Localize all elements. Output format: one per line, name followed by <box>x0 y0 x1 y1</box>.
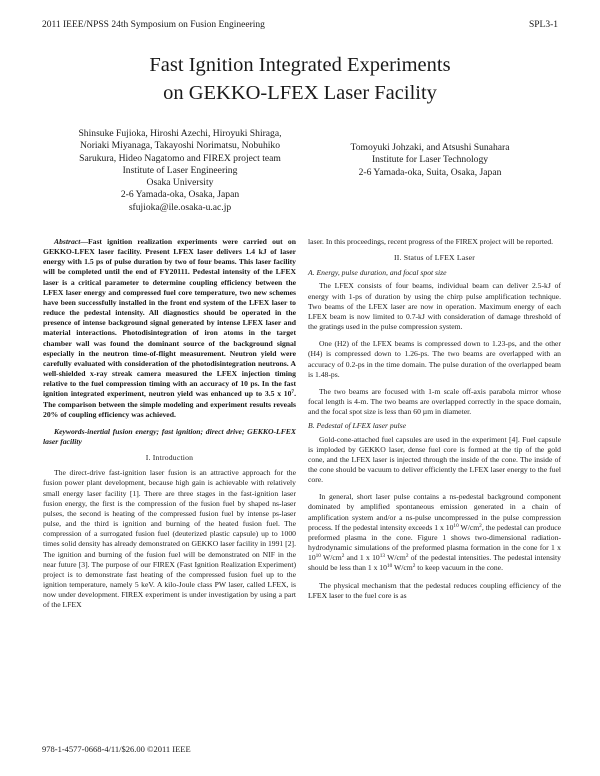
section-heading-introduction: I. Introduction <box>145 453 194 463</box>
address: 2-6 Yamada-oka, Suita, Osaka, Japan <box>358 166 502 178</box>
author-block-left <box>65 128 295 214</box>
authors-line: Sarukura, Hideo Nagatomo and FIREX project team <box>79 152 281 164</box>
email: sfujioka@ile.osaka-u.ac.jp <box>128 201 232 213</box>
university: Osaka University <box>146 177 214 189</box>
intro-continuation: laser. In this proceedings, recent progress of the FIREX project will be reported. <box>308 237 554 246</box>
paragraph: The LFEX consists of four beams, individual beam can deliver 2.5-kJ of energy with 1-ps of duration by using the chirp pulse amplification technique. Two beams of the LFEX laser are now in operation. Maximum energy of each LFEX beam is now limited to 0.7-kJ with consideration of damage threshold of the gratings used in the pulse compression system. <box>308 281 561 332</box>
section-heading-status: II. Status of LFEX Laser <box>393 253 476 263</box>
subsection-heading-b: B. Pedestal of LFEX laser pulse <box>308 421 407 431</box>
institution: Institute for Laser Technology <box>371 154 489 166</box>
paper-title <box>0 51 600 107</box>
authors-line: Noriaki Miyanaga, Takayoshi Norimatsu, Nobuhiko <box>79 140 281 152</box>
authors-line: Shinsuke Fujioka, Hiroshi Azechi, Hiroyuki Shiraga, <box>78 128 282 139</box>
paper-title-line2: on GEKKO-LFEX Laser Facility <box>163 82 437 104</box>
paragraph: Gold-cone-attached fuel capsules are used in the experiment [4]. Fuel capsule is imploded by GEKKO laser, dense fuel core is formed at the tip of the gold cone, and the LFEX laser is injected through the inside of the cone. The inside of the cone should be vacuum to deliver efficiently the LFEX laser energy to the fuel core. <box>308 434 561 485</box>
keywords: Keywords-inertial fusion energy; fast ignition; direct drive; GEKKO-LFEX laser facility <box>43 426 296 446</box>
intro-paragraph: The direct-drive fast-ignition laser fusion is an attractive approach for the fusion power plant development, because high gain is achievable with relatively small energy laser facility [1]. There are three stages in the fast-ignition laser fusion energy, the first is the compression of the fusion fuel by shaped ns-laser pulses, the second is heating of the compressed fusion fuel by intense ps-laser pulse, and the third is ignition and burning of the heated fusion fuel. The compression of a surrogated fusion fuel (deuterized plastic capsule) up to 1000 times solid density has already demonstrated on GEKKO laser facility in 1991 [2]. The ignition and burning of the fusion fuel will be demonstrated on NIF in the near future [3]. The purpose of our FIREX (Fast Ignition Realization Experiment) project is to demonstrate fast heating of the compressed fusion fuel up to the ignition temperature, namely 5 keV. A kilo-Joule class PW laser, called LFEX, is now under development. FIREX experiment is under investigation by using a part of the LFEX <box>43 468 296 610</box>
running-header-left: 2011 IEEE/NPSS 24th Symposium on Fusion Engineering <box>42 20 265 30</box>
left-column <box>43 237 296 610</box>
paragraph: The physical mechanism that the pedestal reduces coupling efficiency of the LFEX laser to the fuel core is as <box>308 580 561 600</box>
paper-title-line1: Fast Ignition Integrated Experiments <box>149 54 451 76</box>
authors-line: Tomoyuki Johzaki, and Atsushi Sunahara <box>350 142 510 153</box>
paper-code: SPL3-1 <box>528 20 558 30</box>
paragraph: One (H2) of the LFEX beams is compressed down to 1.23-ps, and the other (H4) is compressed down to 1.26-ps. The two beams are overlapped with an accuracy of 0.2-ps in the time domain. The pulse duration of the overlapped beam is 1.48-ps. <box>308 339 561 379</box>
abstract-label: Abstract <box>54 237 81 246</box>
subsection-heading-a: A. Energy, pulse duration, and focal spot size <box>308 268 447 278</box>
abstract: Abstract—Fast ignition realization experiments were carried out on GEKKO-LFEX laser facility. Present LFEX laser delivers 1.4 kJ of laser energy with 1.5 ps of pulse duration by two of four beams. This laser facility will be completed until the end of FY20111. Pedestal intensity of the LFEX laser is a critical parameter to determine coupling efficiency between the LFEX laser energy and compressed fuel core temperature, two new schemes have been successfully installed in the front end system of the LFEX laser to reduce the pedestal intensity. All diagnostics should be operated in the presence of intense background signal generated by intense LFEX laser and material interactions. Photodisintegration of iron atoms in the target chamber wall was found the dominant source of the background signal especially in the neutron time-of-flight measurement. Neutron yield were carefully evaluated with consideration of the photodisintegration neutrons. A well-shielded x-ray streak camera measured the LFEX injection timing relative to the fuel compression timing with an accuracy of 10 ps. In the fast ignition integrated experiment, neutron yield was enhanced up to 3.5 x $10^7$. The comparison between the simple modeling and experiment results reveals 20% of coupling efficiency was achieved. <box>43 237 296 419</box>
paragraph: The two beams are focused with 1-m scale off-axis parabola mirror whose focal length is 4-m. The two beams are overlapped correctly in the space domain, and the focal spot size is less than 60 µm in diameter. <box>308 386 561 417</box>
paragraph-pedestal: In general, short laser pulse contains a ns-pedestal background component dominated by amplified spontaneous emission generated in a chain of amplification system and/or a ns-pulse uncompressed in the pulse compression process. If the pedestal intensity exceeds 1 x $10^{10}$ $W/cm^2$, the pedestal can produce preformed plasma in the cone. Figure 1 shows two-dimensional radiation-hydrodynamic simulations of the preformed plasma formation in the cone for 1 x $10^{10}$ $W/cm^2$ and 1 x $10^{13}$ $W/cm^2$ of the pedestal intensities. The pedestal intensity should be less than 1 x $10^{10}$ $W/cm^2$ to keep vacuum in the cone. <box>308 492 561 573</box>
right-column <box>308 237 561 601</box>
address: 2-6 Yamada-oka, Osaka, Japan <box>120 189 240 201</box>
author-block-right <box>320 142 540 179</box>
copyright-footer: 978-1-4577-0668-4/11/$26.00 ©2011 IEEE <box>42 744 191 754</box>
institution: Institute of Laser Engineering <box>122 164 238 176</box>
